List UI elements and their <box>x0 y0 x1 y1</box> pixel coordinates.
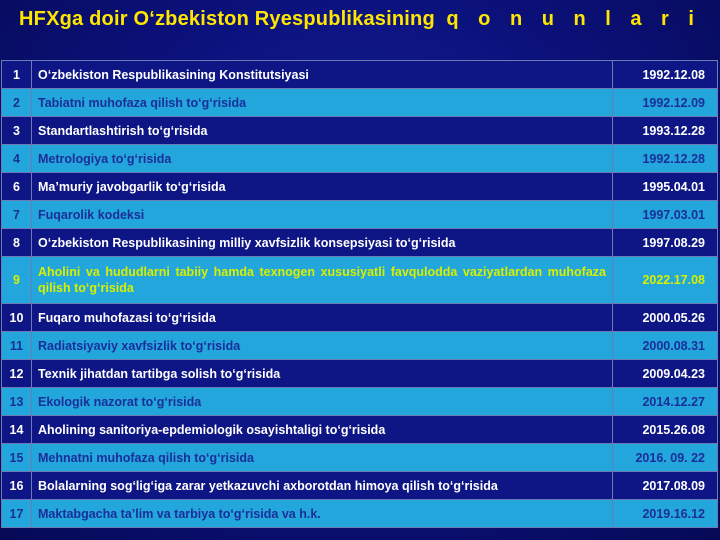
law-date: 2014.12.27 <box>613 388 718 416</box>
row-number: 3 <box>2 117 32 145</box>
row-number: 13 <box>2 388 32 416</box>
row-number: 1 <box>2 61 32 89</box>
law-date: 2000.05.26 <box>613 304 718 332</box>
table-row <box>2 229 718 257</box>
row-number: 9 <box>2 257 32 304</box>
row-number: 12 <box>2 360 32 388</box>
law-name: Bolalarning sog‘lig‘iga zarar yetkazuvchi axborotdan himoya qilish to‘g‘risida <box>32 472 613 500</box>
table-row <box>2 416 718 444</box>
law-name: Aholining sanitoriya-epdemiologik osayishtaligi to‘g‘risida <box>32 416 613 444</box>
table-row <box>2 500 718 528</box>
table-row <box>2 61 718 89</box>
law-date: 2000.08.31 <box>613 332 718 360</box>
law-date: 2019.16.12 <box>613 500 718 528</box>
law-name: Fuqarolik kodeksi <box>32 201 613 229</box>
law-date: 1997.08.29 <box>613 229 718 257</box>
law-name: Mehnatni muhofaza qilish to‘g‘risida <box>32 444 613 472</box>
row-number: 15 <box>2 444 32 472</box>
law-name: Maktabgacha ta’lim va tarbiya to‘g‘risida va h.k. <box>32 500 613 528</box>
row-number: 17 <box>2 500 32 528</box>
row-number: 11 <box>2 332 32 360</box>
table-row <box>2 173 718 201</box>
table-row <box>2 145 718 173</box>
table-row <box>2 257 718 304</box>
table-row <box>2 360 718 388</box>
row-number: 10 <box>2 304 32 332</box>
row-number: 4 <box>2 145 32 173</box>
row-number: 8 <box>2 229 32 257</box>
law-date: 1995.04.01 <box>613 173 718 201</box>
law-date: 2017.08.09 <box>613 472 718 500</box>
law-name: Ma’muriy javobgarlik to‘g‘risida <box>32 173 613 201</box>
table-row <box>2 117 718 145</box>
law-date: 2009.04.23 <box>613 360 718 388</box>
title-spaced: q o n u n l a r i <box>446 8 701 30</box>
law-date: 2015.26.08 <box>613 416 718 444</box>
law-name: Texnik jihatdan tartibga solish to‘g‘risida <box>32 360 613 388</box>
table-row <box>2 332 718 360</box>
law-name: Ekologik nazorat to‘g‘risida <box>32 388 613 416</box>
law-date: 1992.12.09 <box>613 89 718 117</box>
law-name: Fuqaro muhofazasi to‘g‘risida <box>32 304 613 332</box>
law-date: 2022.17.08 <box>613 257 718 304</box>
table-row <box>2 388 718 416</box>
row-number: 2 <box>2 89 32 117</box>
slide-title <box>0 8 720 31</box>
law-name: Tabiatni muhofaza qilish to‘g‘risida <box>32 89 613 117</box>
table-row <box>2 444 718 472</box>
laws-table-body <box>2 61 718 528</box>
laws-table <box>1 60 718 528</box>
law-name: Aholini va hududlarni tabiiy hamda texnogen xususiyatli favqulodda vaziyatlardan muhofaza qilish to‘g‘risida <box>32 257 613 304</box>
law-name: O‘zbekiston Respublikasining Konstitutsiyasi <box>32 61 613 89</box>
law-name: Radiatsiyaviy xavfsizlik to‘g‘risida <box>32 332 613 360</box>
table-row <box>2 89 718 117</box>
law-date: 1993.12.28 <box>613 117 718 145</box>
table-row <box>2 201 718 229</box>
law-name: O‘zbekiston Respublikasining milliy xavfsizlik konsepsiyasi to‘g‘risida <box>32 229 613 257</box>
law-name: Metrologiya to‘g‘risida <box>32 145 613 173</box>
law-name: Standartlashtirish to‘g‘risida <box>32 117 613 145</box>
law-date: 1992.12.28 <box>613 145 718 173</box>
title-main: HFXga doir O‘zbekiston Ryespublikasining <box>19 8 435 30</box>
row-number: 7 <box>2 201 32 229</box>
law-date: 2016. 09. 22 <box>613 444 718 472</box>
table-row <box>2 472 718 500</box>
row-number: 6 <box>2 173 32 201</box>
row-number: 16 <box>2 472 32 500</box>
law-date: 1997.03.01 <box>613 201 718 229</box>
law-date: 1992.12.08 <box>613 61 718 89</box>
table-row <box>2 304 718 332</box>
row-number: 14 <box>2 416 32 444</box>
